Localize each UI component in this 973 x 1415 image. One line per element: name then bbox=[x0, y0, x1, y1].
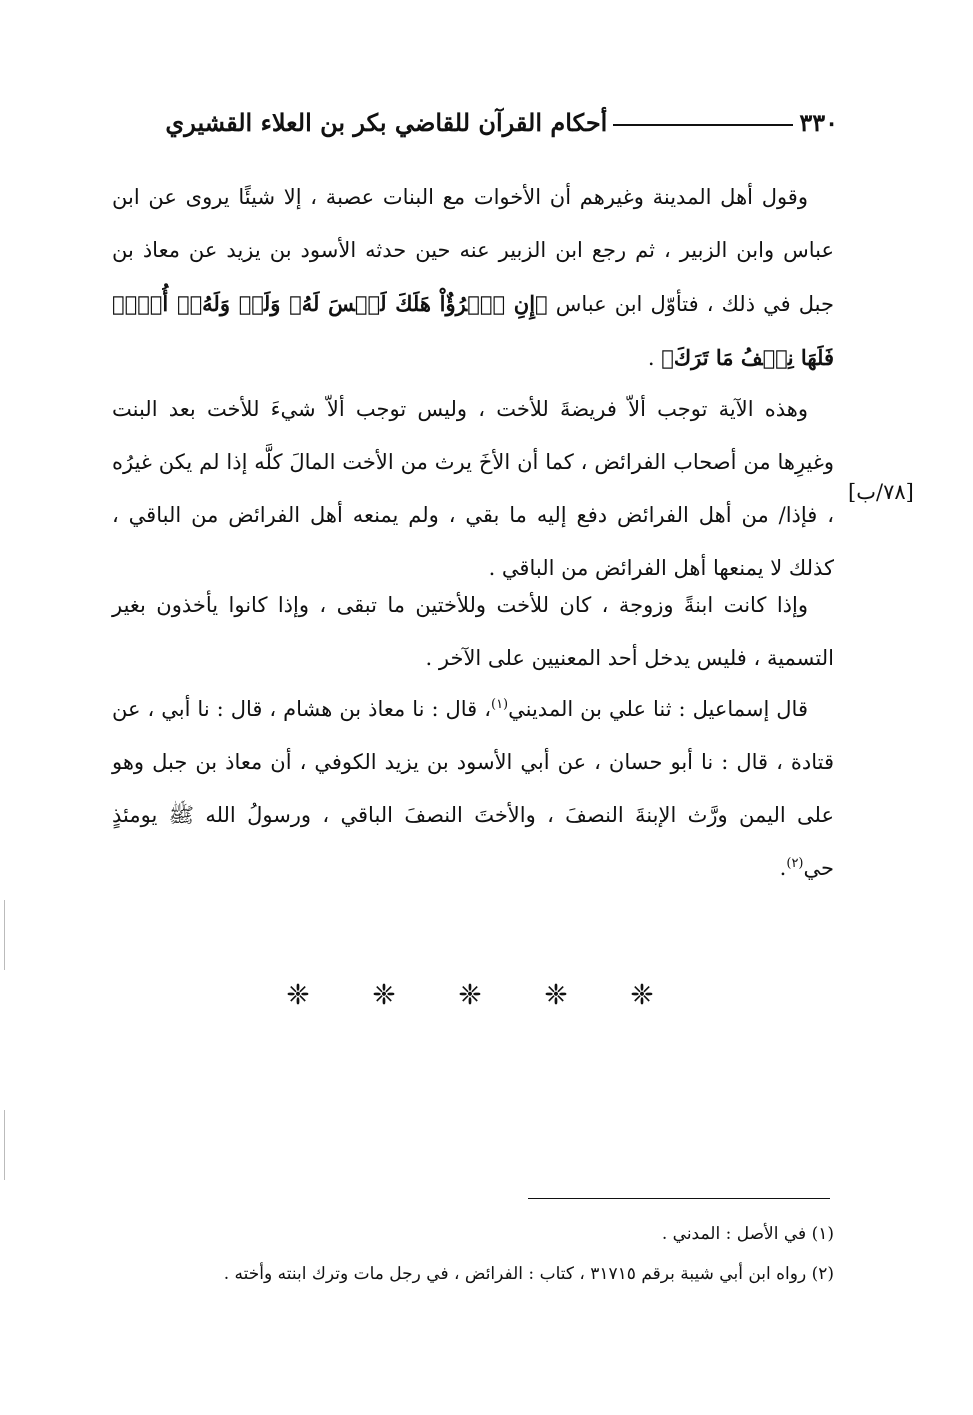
paragraph-1-end: . bbox=[647, 346, 662, 370]
paragraph-2 bbox=[112, 383, 834, 595]
paragraph-3 bbox=[112, 579, 834, 685]
folio-marginal-reference: [٧٨/ب] bbox=[848, 480, 914, 504]
asterism-icon: ❈ bbox=[630, 978, 654, 1011]
footnotes bbox=[112, 1214, 834, 1294]
running-header bbox=[108, 100, 838, 144]
footnote-ref-1[interactable]: (١) bbox=[490, 697, 509, 712]
scan-edge-mark bbox=[4, 900, 5, 970]
footnote-ref-2[interactable]: (٢) bbox=[786, 856, 804, 871]
footnote-2: (٢) رواه ابن أبي شيبة برقم ٣١٧١٥ ، كتاب : الفرائض ، في رجل مات وترك ابنته وأخته . bbox=[223, 1264, 834, 1284]
asterism-icon: ❈ bbox=[458, 978, 482, 1011]
section-divider-ornaments bbox=[280, 975, 660, 1015]
asterism-icon: ❈ bbox=[544, 978, 568, 1011]
asterism-icon: ❈ bbox=[372, 978, 396, 1011]
page-number: ٣٣٠ bbox=[799, 107, 838, 137]
asterism-icon: ❈ bbox=[286, 978, 310, 1011]
header-rule bbox=[613, 124, 793, 126]
paragraph-4-text-a: قال إسماعيل : ثنا علي بن المديني bbox=[508, 697, 808, 721]
paragraph-4 bbox=[112, 683, 834, 895]
footnote-separator bbox=[528, 1198, 830, 1199]
scan-edge-mark bbox=[4, 1110, 5, 1180]
quran-verse: ﴿إِنِ ٱمۡرُؤٌاْ هَلَكَ لَيۡسَ لَهُۥ وَلَدٞ وَلَهُۥٓ أُخۡتٞ فَلَهَا نِصۡفُ مَا تَرَكَ﴾ bbox=[112, 291, 834, 370]
footnote-1: (١) في الأصل : المدني . bbox=[661, 1224, 834, 1244]
book-title: أحكام القرآن للقاضي بكر بن العلاء القشيري bbox=[165, 107, 608, 137]
paragraph-1 bbox=[112, 171, 834, 385]
paragraph-4-text-b: ، قال : نا معاذ بن هشام ، قال : نا أبي ، عن قتادة ، قال : نا أبو حسان ، عن أبي الأسود بن يزيد الكوفي ، أن معاذ بن جبل وهو على اليمن ورَّث الإبنةَ النصفَ ، والأختَ النصفَ الباقي ، ورسولُ الله ﷺ يومئذٍ حي bbox=[112, 697, 834, 880]
paragraph-2-text: وهذه الآية توجب ألاّ فريضةَ للأخت ، وليس توجب ألاّ شيءَ للأخت بعد البنت وغيرِها من أصحاب الفرائض ، كما أن الأخَ يرث من الأخت المالَ كلَّه إذا لم يكن غيرُه ، فإذا/ من أهل الفرائض دفع إليه ما بقي ، ولم يمنعه أهل الفرائض من الباقي ، كذلك لا يمنعها أهل الفرائض من الباقي . bbox=[112, 397, 834, 580]
paragraph-4-text-c: . bbox=[779, 856, 787, 880]
paragraph-1-text: وقول أهل المدينة وغيرهم أن الأخوات مع البنات عصبة ، إلا شيئًا يروى عن ابن عباس وابن الزبير ، ثم رجع ابن الزبير عنه حين حدثه الأسود بن يزيد عن معاذ بن جبل في ذلك ، فتأوّل ابن عباس bbox=[112, 185, 834, 316]
paragraph-3-text: وإذا كانت ابنةً وزوجة ، كان للأخت وللأختين ما تبقى ، وإذا كانوا يأخذون بغير التسمية ، فليس يدخل أحد المعنيين على الآخر . bbox=[112, 593, 834, 670]
